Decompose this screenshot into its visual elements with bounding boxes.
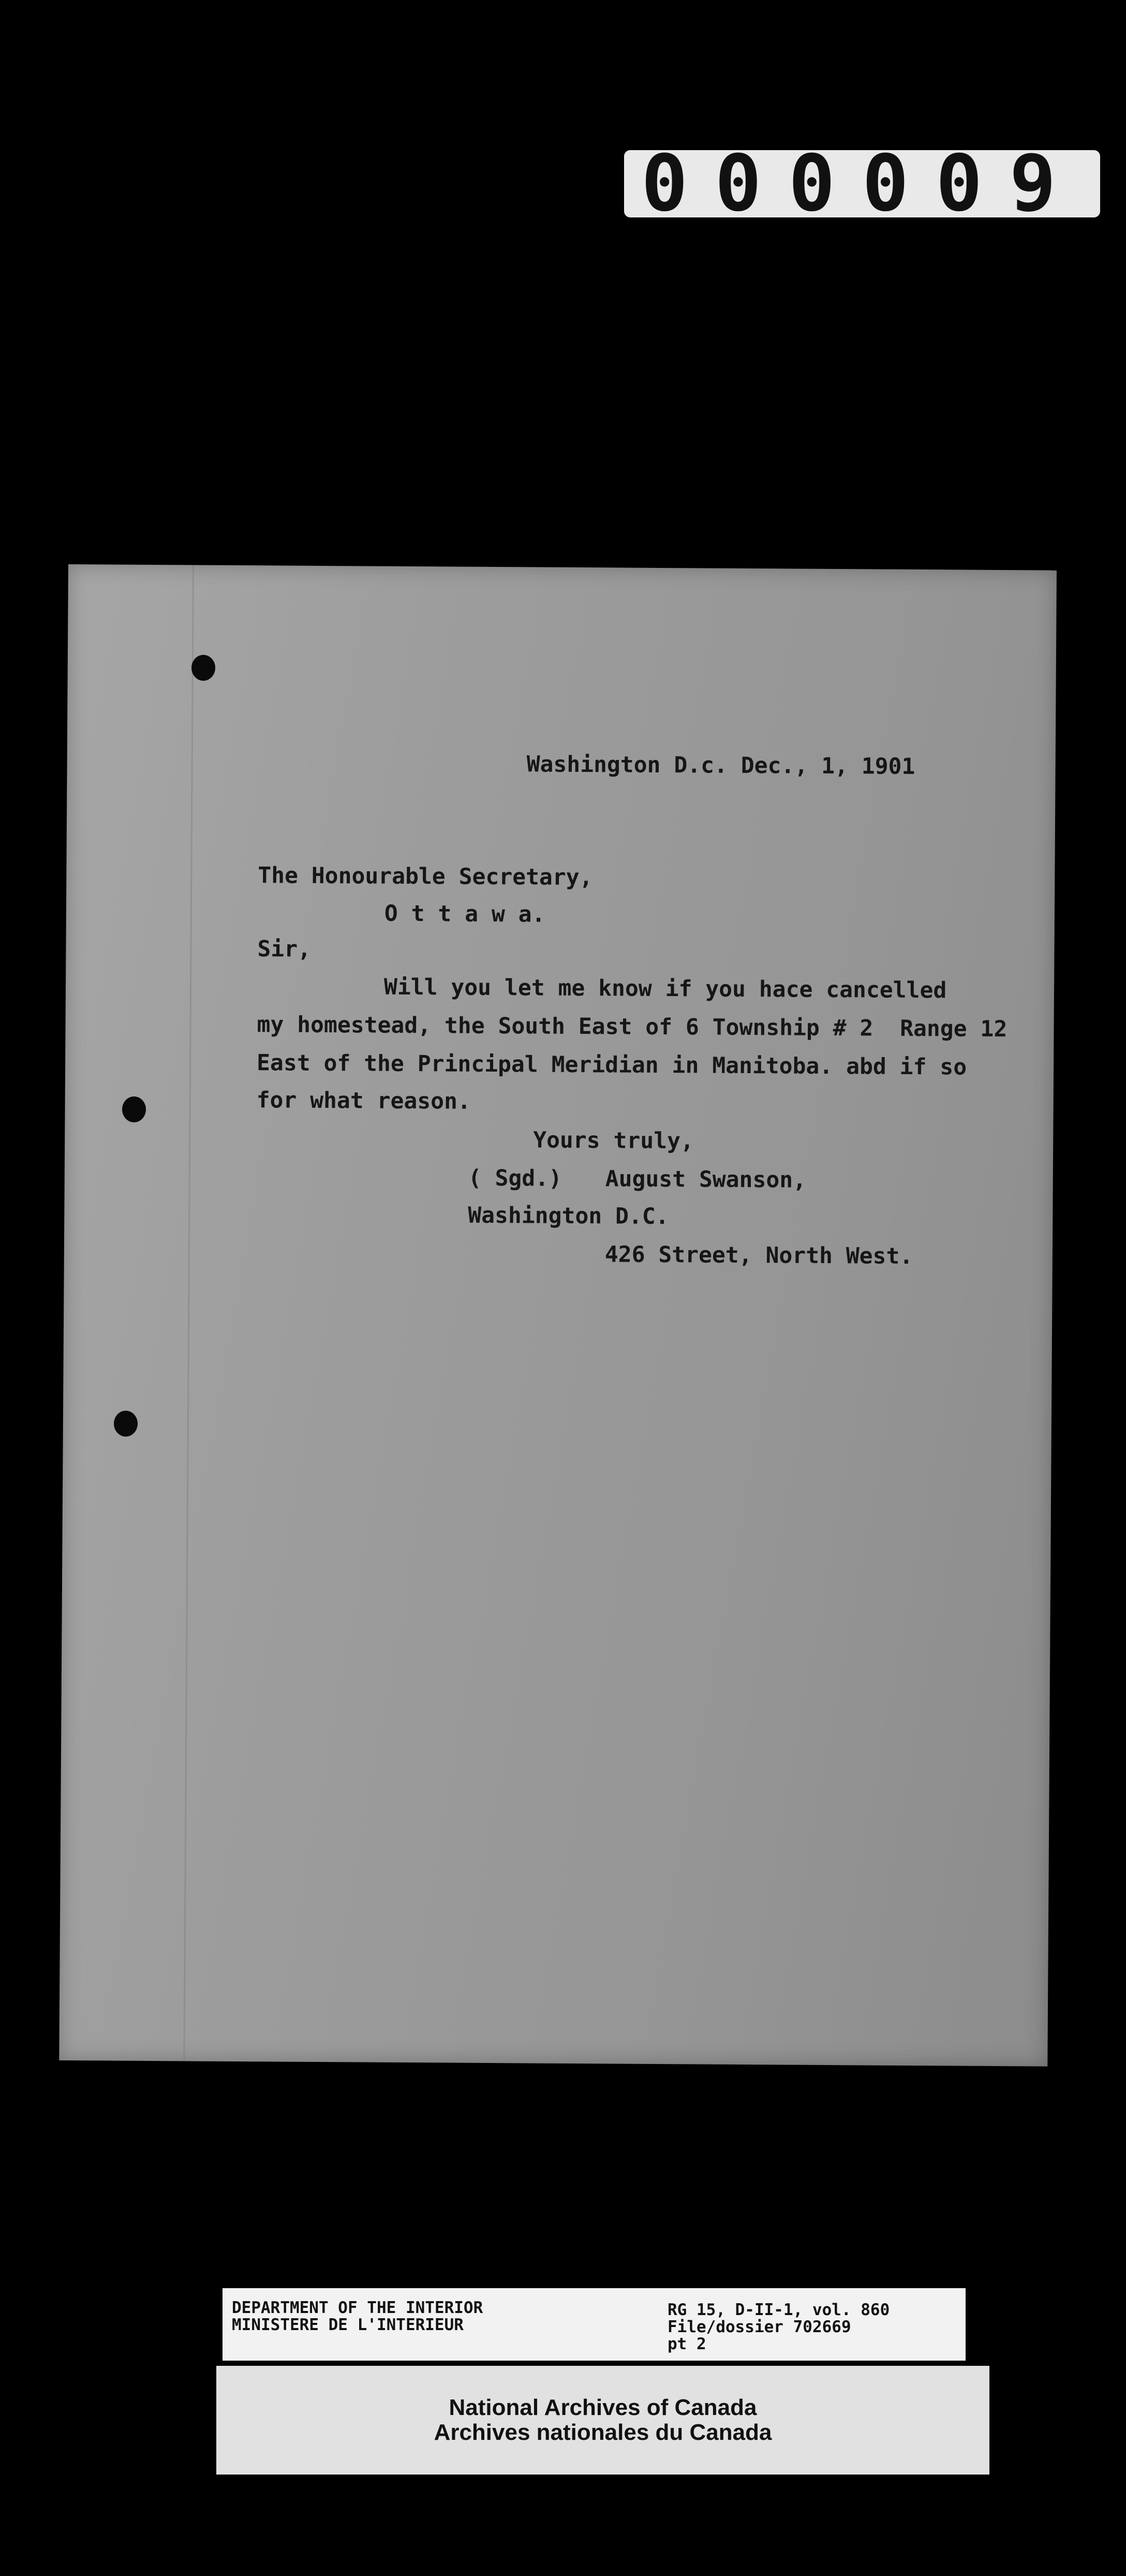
letter-body-line-3: East of the Principal Meridian in Manitoba. abd if so xyxy=(256,1050,967,1080)
archive-reference-label xyxy=(223,2288,966,2361)
punch-hole-middle xyxy=(122,1096,146,1122)
letter-body-line-4: for what reason. xyxy=(256,1087,471,1115)
letter-salutation: Sir, xyxy=(257,936,312,962)
letter-dateline: Washington D.c. Dec., 1, 1901 xyxy=(526,751,915,780)
punch-hole-top xyxy=(191,655,215,681)
reference-line-3: pt 2 xyxy=(668,2335,706,2353)
frame-number: 000009 xyxy=(624,150,1100,217)
letter-city: O t t a w a. xyxy=(384,900,545,928)
department-french: MINISTERE DE L'INTERIEUR xyxy=(232,2316,464,2334)
reference-line-1: RG 15, D-II-1, vol. 860 xyxy=(668,2301,890,2319)
signature-name: August Swanson, xyxy=(605,1166,807,1193)
letter-sheet xyxy=(59,564,1057,2067)
sheet-fold-line xyxy=(183,565,194,2061)
return-street: 426 Street, North West. xyxy=(604,1241,913,1269)
return-city: Washington D.C. xyxy=(468,1202,669,1230)
archives-banner xyxy=(216,2366,989,2475)
department-english: DEPARTMENT OF THE INTERIOR xyxy=(232,2299,483,2317)
letter-body-line-2: my homestead, the South East of 6 Township # 2 Range 12 xyxy=(257,1012,1008,1043)
reference-line-2: File/dossier 702669 xyxy=(668,2318,851,2336)
letter-body-line-1: Will you let me know if you hace cancelled xyxy=(383,974,947,1004)
letter-closing: Yours truly, xyxy=(533,1127,694,1154)
archives-name-french: Archives nationales du Canada xyxy=(434,2420,772,2445)
archives-name-english: National Archives of Canada xyxy=(449,2394,757,2420)
signature-prefix: ( Sgd.) xyxy=(468,1165,562,1192)
letter-addressee: The Honourable Secretary, xyxy=(258,862,593,891)
punch-hole-bottom xyxy=(114,1411,138,1437)
